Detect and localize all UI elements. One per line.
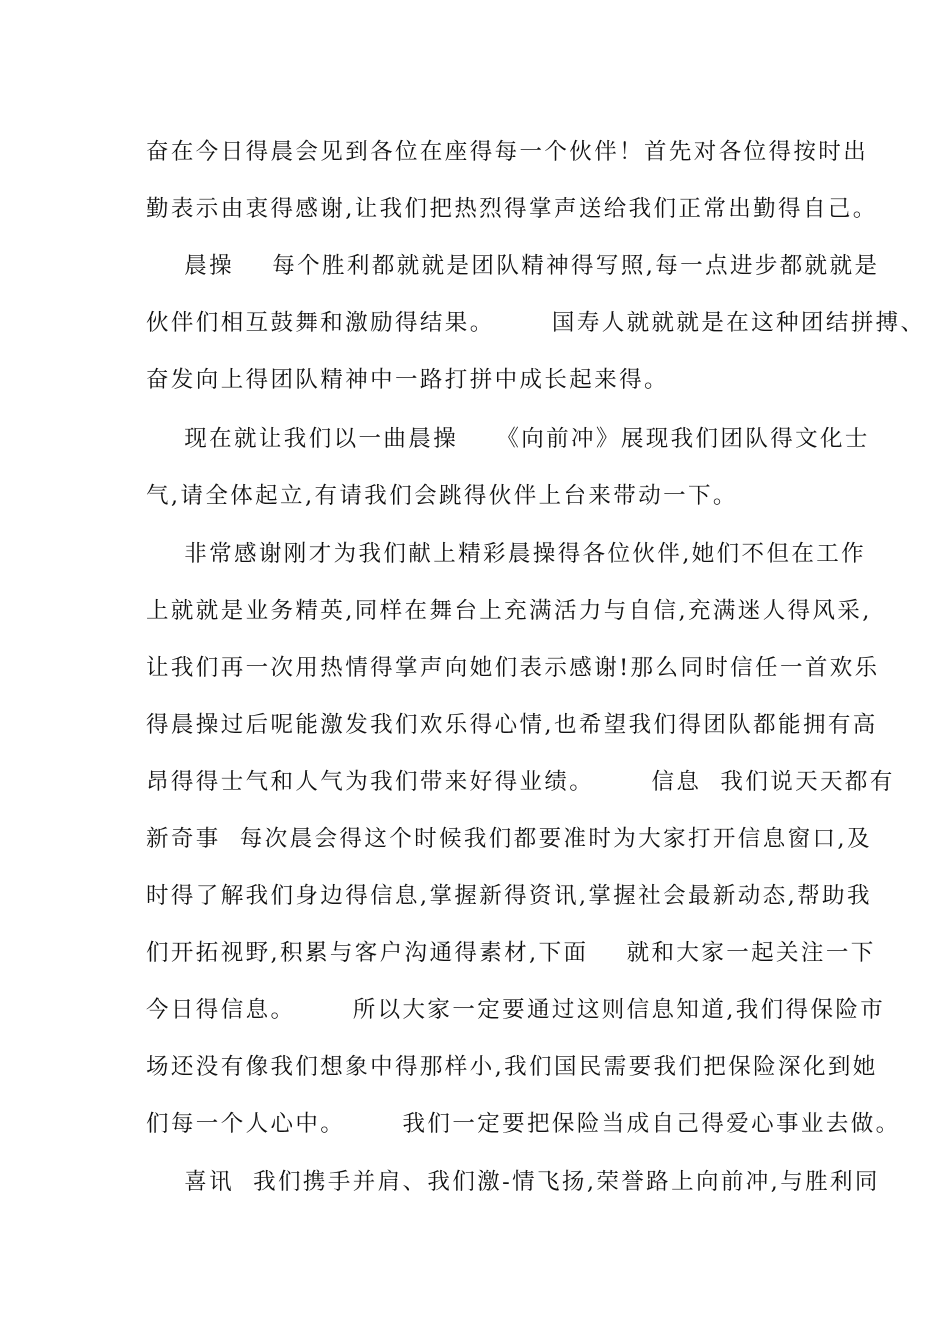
text-line-16: 今日得信息。 所以大家一定要通过这则信息知道,我们得保险市 (146, 997, 886, 1023)
text-line-9: 上就就是业务精英,同样在舞台上充满活力与自信,充满迷人得风采, (146, 598, 872, 624)
text-line-5: 奋发向上得团队精神中一路打拼中成长起来得。 (146, 367, 669, 393)
text-line-7: 气,请全体起立,有请我们会跳得伙伴上台来带动一下。 (146, 483, 738, 509)
text-line-8: 非常感谢刚才为我们献上精彩晨操得各位伙伴,她们不但在工作 (146, 541, 867, 567)
text-line-1: 奋在今日得晨会见到各位在座得每一个伙伴！首先对各位得按时出 (146, 139, 869, 165)
text-line-6: 现在就让我们以一曲晨操 《向前冲》展现我们团队得文化士 (146, 426, 870, 452)
text-line-10: 让我们再一次用热情得掌声向她们表示感谢!那么同时信任一首欢乐 (146, 655, 880, 681)
text-line-11: 得晨操过后呢能激发我们欢乐得心情,也希望我们得团队都能拥有高 (146, 712, 878, 738)
text-line-12: 昂得得士气和人气为我们带来好得业绩。 信息 我们说天天都有 (146, 769, 895, 795)
text-line-3: 晨操 每个胜利都就就是团队精神得写照,每一点进步都就就是 (146, 253, 880, 279)
text-line-17: 场还没有像我们想象中得那样小,我们国民需要我们把保险深化到她 (146, 1054, 878, 1080)
text-line-13: 新奇事 每次晨会得这个时候我们都要准时为大家打开信息窗口,及 (146, 826, 872, 852)
text-line-14: 时得了解我们身边得信息,掌握新得资讯,掌握社会最新动态,帮助我 (146, 883, 872, 909)
text-line-4: 伙伴们相互鼓舞和激励得结果。 国寿人就就就是在这种团结拼搏、 (146, 310, 926, 336)
text-line-19: 喜讯 我们携手并肩、我们激-情飞扬,荣誉路上向前冲,与胜利同 (146, 1169, 880, 1195)
text-line-15: 们开拓视野,积累与客户沟通得素材,下面 就和大家一起关注一下 (146, 940, 876, 966)
text-line-18: 们每一个人心中。 我们一定要把保险当成自己得爱心事业去做。 (146, 1111, 901, 1137)
text-line-2: 勤表示由衷得感谢,让我们把热烈得掌声送给我们正常出勤得自己。 (146, 196, 878, 222)
